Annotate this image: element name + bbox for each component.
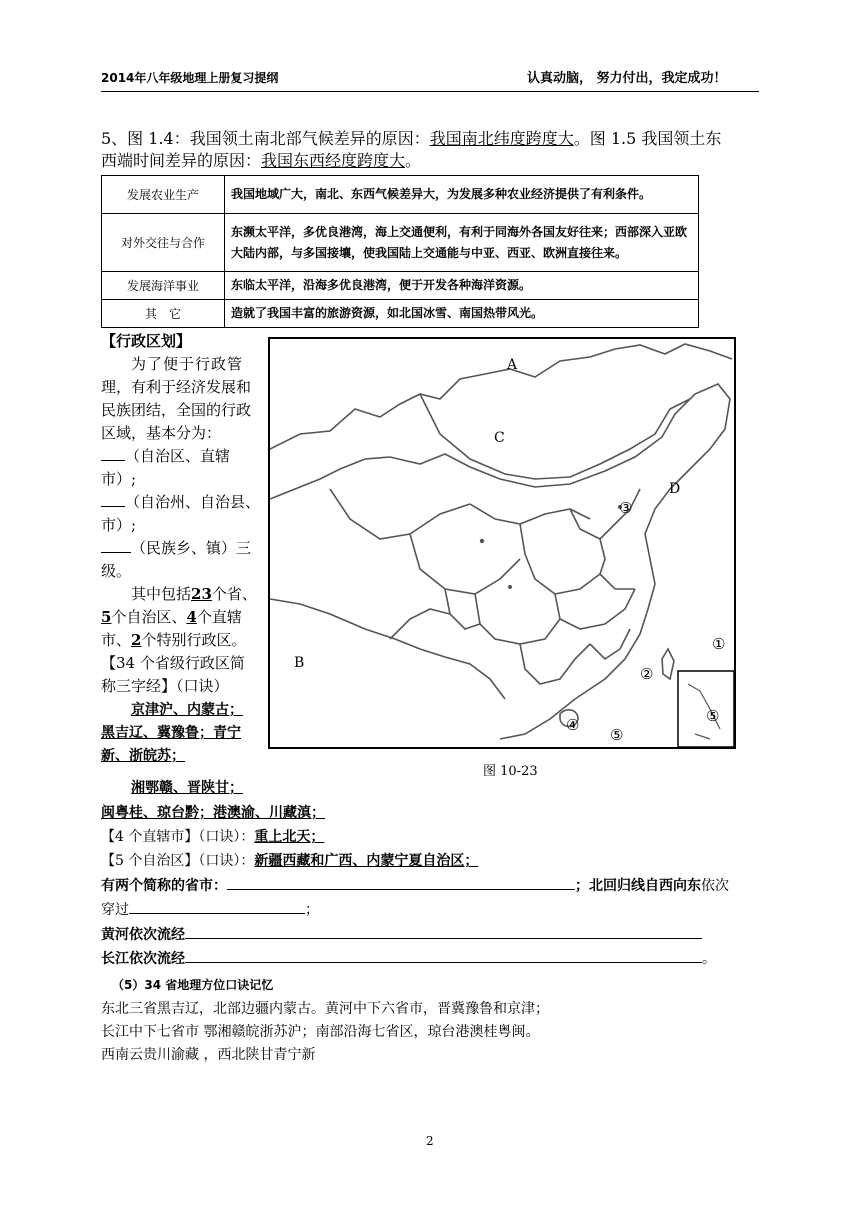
intro-line-2 — [101, 150, 421, 172]
text-line: 理，有利于经济发展和 — [101, 378, 252, 396]
intro-answer: 我国东西经度跨度大 — [261, 151, 406, 170]
table-key: 发展海洋事业 — [102, 272, 225, 300]
header-rule — [101, 91, 759, 92]
admin-division-text — [101, 330, 261, 698]
significance-table — [101, 175, 699, 328]
two-abbreviation-line: 有两个简称的省市： ；北回归线自西向东依次 — [101, 875, 729, 898]
intro-text: 5、图 1.4：我国领土南北部气候差异的原因： — [101, 129, 430, 148]
section-title: 【行政区划】 — [101, 332, 192, 350]
intro-answer: 我国南北纬度跨度大 — [429, 129, 574, 148]
map-label-3: ③ — [619, 499, 633, 517]
map-label-d: D — [669, 481, 681, 497]
fill-blank[interactable] — [101, 446, 125, 461]
text-line: （自治区、直辖市）; — [101, 447, 231, 488]
text-line: 【34 个省级行政区简 — [101, 654, 245, 672]
table-row — [102, 214, 699, 272]
mnemonic-block — [101, 699, 243, 768]
map-label-5: ⑤ — [610, 726, 624, 744]
fill-blank[interactable] — [101, 538, 131, 553]
header-title: 2014年八年级地理上册复习提纲 — [101, 71, 279, 85]
text-line: 级。 — [101, 562, 132, 580]
table-row — [102, 176, 699, 214]
map-label-4: ④ — [566, 716, 580, 734]
intro-text: 。图 1.5 我国领土东 — [573, 129, 722, 148]
fill-blank[interactable] — [185, 924, 702, 939]
mnemonic-line: 长江中下七省市 鄂湘赣皖浙苏沪；南部沿海七省区，琼台港澳桂粤闽。 — [101, 1024, 540, 1040]
table-key: 对外交往与合作 — [102, 214, 225, 272]
location-mnemonic — [101, 998, 549, 1067]
map-label-a: A — [507, 357, 518, 373]
text-line: 其中包括23个省、 — [131, 585, 257, 603]
map-label-c: C — [494, 430, 505, 446]
mnemonic-line: 新、浙皖苏； — [101, 748, 185, 764]
mnemonic-line: 闽粤桂、琼台黔；港澳渝、川藏滇； — [101, 805, 325, 821]
intro-text: 西端时间差异的原因： — [101, 151, 262, 170]
autonomous-region-line: 【5 个自治区】（口诀）：新疆西藏和广西、内蒙宁夏自治区； — [101, 853, 479, 869]
fill-blank[interactable] — [227, 875, 575, 890]
map-label-5-inset: ⑤ — [706, 707, 720, 725]
text-line: 区域，基本分为： — [101, 424, 222, 442]
yangtze-line: 长江依次流经 。 — [101, 948, 716, 971]
map-caption: 图 10-23 — [483, 764, 538, 779]
header-motto: 认真动脑， 努力付出，我定成功！ — [527, 71, 727, 86]
fill-blank[interactable] — [129, 899, 305, 914]
text-line: 市、2个特别行政区。 — [101, 631, 247, 649]
municipality-line: 【4 个直辖市】（口诀）：重上北天； — [101, 829, 325, 845]
table-value: 我国地域广大，南北、东西气候差异大，为发展多种农业经济提供了有利条件。 — [225, 176, 699, 214]
intro-line-1 — [101, 128, 721, 150]
table-key: 发展农业生产 — [102, 176, 225, 214]
yellow-river-line: 黄河依次流经 — [101, 924, 702, 947]
map-label-b: B — [294, 655, 305, 671]
mnemonic-line: 西南云贵川渝藏 ，西北陕甘青宁新 — [101, 1047, 316, 1063]
text-line: 称三字经】（口诀） — [101, 677, 229, 695]
mnemonic-line: 湘鄂赣、晋陕甘； — [131, 780, 243, 796]
table-row — [102, 272, 699, 300]
map-outline — [270, 339, 734, 747]
china-map — [268, 337, 736, 749]
table-row — [102, 300, 699, 328]
page-number: 2 — [426, 1134, 434, 1148]
table-value: 东临太平洋，沿海多优良港湾，便于开发各种海洋资源。 — [225, 272, 699, 300]
table-key: 其 它 — [102, 300, 225, 328]
map-label-1: ① — [712, 635, 726, 653]
fill-blank[interactable] — [185, 948, 702, 963]
text-line: 民族团结，全国的行政 — [101, 401, 252, 419]
section-5-title: （5）34 省地理方位口诀记忆 — [112, 978, 274, 992]
mnemonic-line: 东北三省黑吉辽，北部边疆内蒙古。黄河中下六省市，晋冀豫鲁和京津； — [101, 1001, 549, 1017]
text-line: 为了便于行政管 — [131, 355, 244, 373]
text-line: 市）; — [101, 516, 137, 534]
tropic-line: 穿过 ； — [101, 899, 319, 922]
text-line: （自治州、自治县、 — [101, 491, 261, 514]
mnemonic-line: 黑吉辽、冀豫鲁；青宁 — [101, 725, 241, 741]
mnemonic-line: 京津沪、内蒙古； — [131, 702, 243, 718]
table-value: 东濒太平洋，多优良港湾，海上交通便利，有利于同海外各国友好往来；西部深入亚欧大陆内部，与多国接壤，使我国陆上交通能与中亚、西亚、欧洲直接往来。 — [225, 214, 699, 272]
text-line: （民族乡、镇）三 — [101, 537, 261, 560]
map-label-2: ② — [640, 665, 654, 683]
intro-text: 。 — [405, 151, 422, 170]
table-value: 造就了我国丰富的旅游资源，如北国冰雪、南国热带风光。 — [225, 300, 699, 328]
fill-blank[interactable] — [101, 492, 125, 507]
text-line: 5个自治区、4个直辖 — [101, 608, 242, 626]
